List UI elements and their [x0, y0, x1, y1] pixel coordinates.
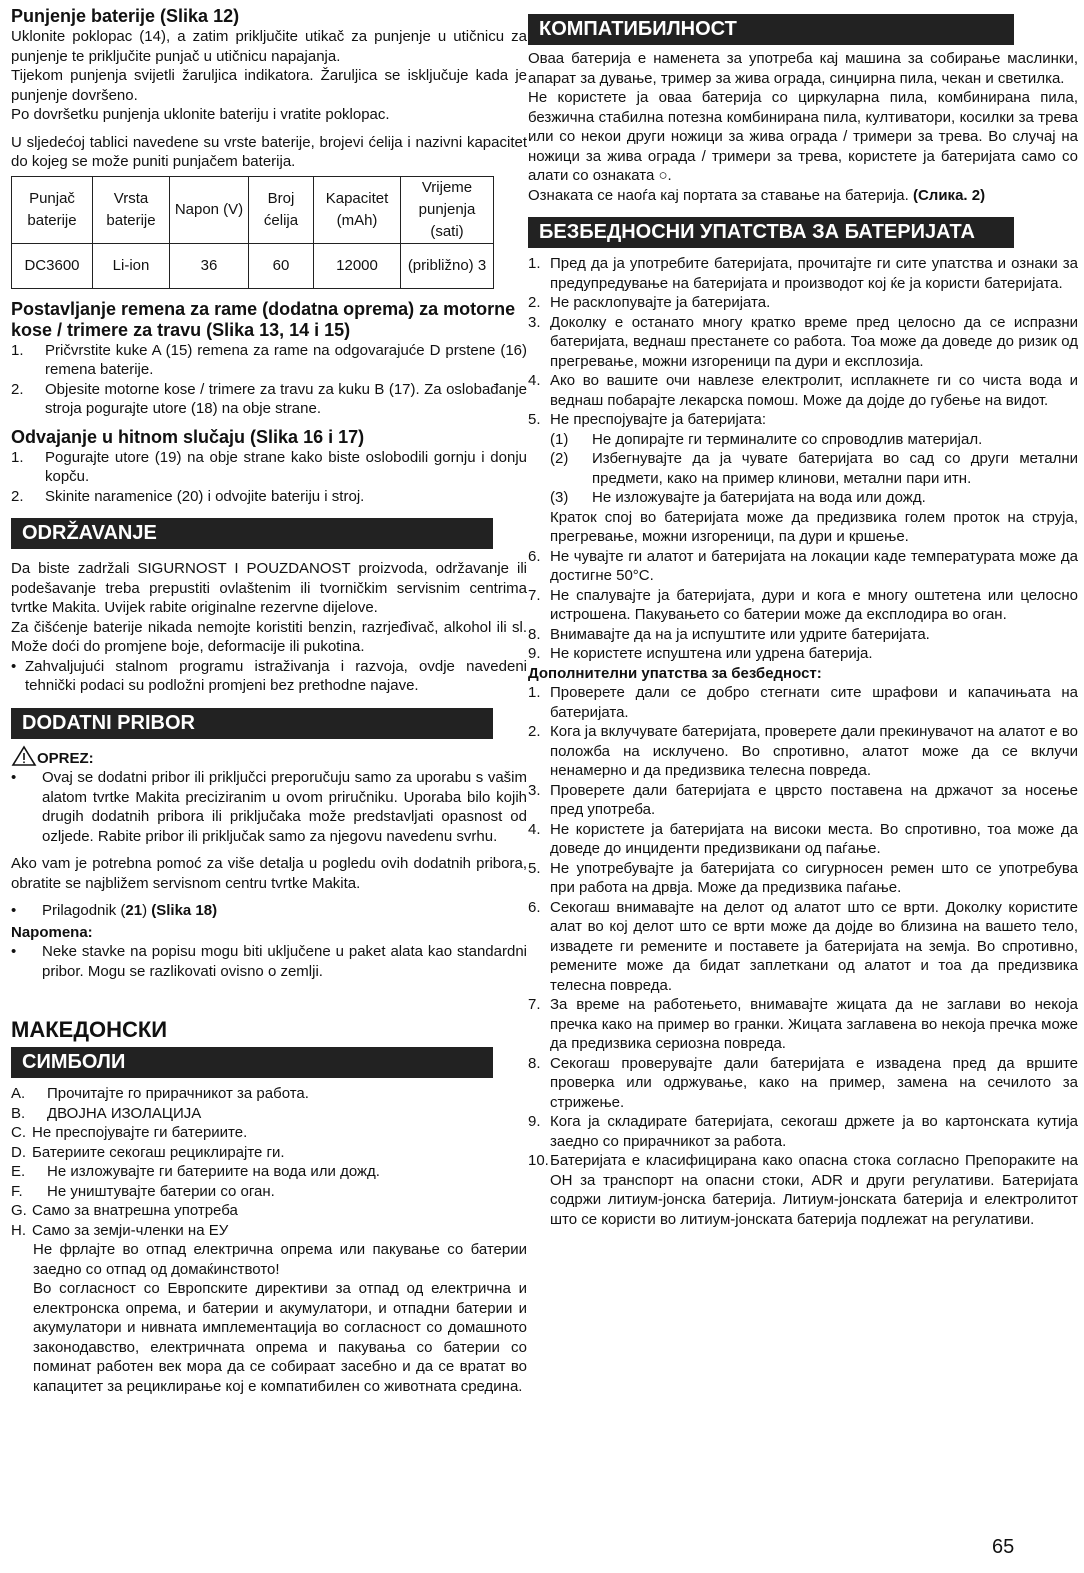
emergency-item: 1. Pogurajte utore (19) na obje strane kako biste oslobodili gornju i donju kopču. — [11, 448, 527, 485]
safety-item: 3. Доколку е останато многу кратко време пред целосно да се испразни батеријата, веднаш престанете со работа. Тоа може да доведе до ризик од прегревање, можни изгореници па дури и експлозија. — [528, 313, 1078, 370]
page-number: 65 — [992, 1536, 1015, 1558]
extra-safety-title: Дополнителни упатства за безбедност: — [528, 664, 822, 682]
table-header-row — [12, 176, 494, 243]
extra-item: 7. За време на работењето, внимавајте жицата да не заглави во некоја пречка како на пример во гранки. Жицата заглавена во некоја пречка може да предизвика сериозна повреда. — [528, 996, 1078, 1052]
language-title: МАКЕДОНСКИ — [11, 1017, 168, 1042]
right-column — [528, 6, 1078, 1229]
accessories-p: Ako vam je potrebna pomoć za više detalja u pogledu ovih dodatnih pribora, obratite se najbližem servisnom centru tvrtke Makita. — [11, 855, 527, 892]
safety-item: 6. Не чувајте ги алатот и батеријата на локации каде температурата може да достигне 50°C. — [528, 547, 1078, 584]
compat-p1: Оваа батерија е наменета за употреба кај машина за собирање маслинки, апарат за дување, тример за жива ограда, синџирна пила, чекан и светилка. — [528, 50, 1078, 87]
extra-item: 4. Не користете ја батеријата на високи места. Во спротивно, тоа може да доведе до инциденти предизвикани од паѓање. — [528, 820, 1078, 857]
safety-item: 7. Не спалувајте ја батеријата, дури и кога е многу оштетена или целосно истрошена. Пакувањето со батерии може да експлодира во оган. — [528, 586, 1078, 623]
safety-subitem: (3) Не изложувајте ја батеријата на вода или дожд. — [550, 489, 926, 506]
charging-p2: Tijekom punjenja svijetli žaruljica indikatora. Žaruljica se isključuje kada je punjenje dovršeno. — [11, 67, 527, 104]
symbol-item: G. Само за внатрешна употреба — [11, 1202, 238, 1219]
symbol-h-p2: Во согласност со Европските директиви за отпад од електрична и електронска опрема, и батерии и акумулатори, и отпадни батерии и акумулатори и нивната имплементација во согласност со домашното законодавство, електричната опрема и пакувања со батерии со поминат работен век мора да се собираат засебно и да се вратат во капацитет за рециклирање кој е компатибилен со животната средина. — [33, 1280, 527, 1395]
extra-item: 5. Не употребувајте ја батеријата со сигурносен ремен што се употребува при работа на дрвја. Може да предизвика паѓање. — [528, 859, 1078, 896]
extra-item: 8. Секогаш проверувајте дали батеријата е извадена пред да вршите проверка или одржување, како на пример, замена на сечилото за стрижење. — [528, 1054, 1078, 1111]
extra-item: 2. Кога ја вклучувате батеријата, проверете дали прекинувачот на алатот е во положба на исклучено. Во спротивно, алатот може да се вклучи ненамерно и да предизвика телесна повреда. — [528, 723, 1078, 779]
battery-table — [11, 176, 494, 289]
symbol-item: B. ДВОЈНА ИЗОЛАЦИЈА — [11, 1104, 202, 1122]
safety-subitem: (2) Избегнувајте да ја чувате батеријата во сад со други метални предмети, како на пример клинови, метални пари итн. — [550, 450, 1078, 487]
safety-item: 1. Пред да ја употребите батеријата, прочитајте ги сите упатства и ознаки за предупредување на батеријата и производот кој ќе ја користи батеријата. — [528, 255, 1078, 292]
symbol-item: H. Само за земји-членки на ЕУ — [11, 1221, 229, 1239]
maintenance-p1: Da biste zadržali SIGURNOST I POUZDANOST proizvoda, održavanje ili podešavanje treba prepustiti ovlaštenim ili tvorničkim servisnim centrima tvrtke Makita. Uvijek rabite originalne rezervne dijelove. — [11, 560, 527, 616]
extra-item: 10. Батеријата е класифицирана како опасна стока согласно Препораките на ОН за транспорт на опасни стоки, ADR и други регулативи. Батеријата содржи литиум-јонска батерија. Литиум-јонската батерија и електролитот што се користи во литиум-јонската батерија подлежат на регулативи. — [528, 1152, 1078, 1228]
warning-icon — [11, 745, 37, 767]
safety-sublist — [550, 430, 1078, 547]
symbol-item: E. Не изложувајте ги батериите на вода или дожд. — [11, 1163, 380, 1180]
safety-item: 5. Не преспојувајте ја батеријата: — [528, 411, 767, 428]
table-cell: DC3600 — [12, 243, 93, 288]
accessories-bullet: • Ovaj se dodatni pribor ili priključci preporučuju samo za uporabu s vašim alatom tvrtke Makita preciziranim u ovom priručniku. Uporaba bilo kojih drugih dodatnih pribora ili priključaka može predstavljati opasnost od ozljede. Rabite pribor ili priključak samo za njegovu navedenu svrhu. — [11, 769, 527, 845]
symbol-h-p1: Не фрлајте во отпад електрична опрема или пакување со батерии заедно со отпад од домаќинството! — [33, 1241, 527, 1278]
strap-item: 1. Pričvrstite kuke A (15) remena za rame na odgovarajuće D prstene (16) remena baterije. — [11, 341, 527, 378]
maintenance-bar: ODRŽAVANJE — [11, 518, 493, 549]
table-cell: 12000 — [314, 243, 401, 288]
maintenance-bullet: • Zahvaljujući stalnom programu istraživanja i razvoja, ovdje navedeni tehnički podaci su podložni promjeni bez prethodne najave. — [11, 657, 527, 694]
table-cell: (približno) 3 — [401, 243, 494, 288]
table-row — [12, 243, 494, 288]
extra-item: 9. Кога ја складирате батеријата, секогаш држете ја во картонската кутија заедно со прирачникот за работа. — [528, 1113, 1078, 1150]
safety-item: 8. Внимавајте да на ја испуштите или удрите батеријата. — [528, 625, 930, 643]
symbol-item: C. Не преспојувајте ги батериите. — [11, 1124, 248, 1141]
table-cell: 36 — [170, 243, 249, 288]
table-header: Napon (V) — [170, 176, 249, 243]
charging-heading: Punjenje baterije (Slika 12) — [11, 6, 240, 26]
accessories-bar: DODATNI PRIBOR — [11, 708, 493, 739]
emergency-heading: Odvajanje u hitnom slučaju (Slika 16 i 17) — [11, 426, 365, 447]
note-bullet: • Neke stavke na popisu mogu biti uključene u paket alata kao standardni pribor. Mogu se razlikovati ovisno o zemlji. — [11, 943, 527, 980]
battery-safety-bar: БЕЗБЕДНОСНИ УПАТСТВА ЗА БАТЕРИЈАТА — [528, 217, 1014, 248]
safety-item: 9. Не користете испуштена или удрена батерија. — [528, 645, 873, 662]
table-header: Vrsta baterije — [93, 176, 170, 243]
charging-p1: Uklonite poklopac (14), a zatim priključite utikač za punjenje u utičnicu za punjenje te priključite punjač u utičnicu napajanja. — [11, 28, 527, 65]
table-header: Broj ćelija — [249, 176, 314, 243]
table-header: Kapacitet (mAh) — [314, 176, 401, 243]
safety-subitem: (1) Не допирајте ги терминалите со спроводлив материјал. — [550, 430, 983, 448]
safety-list — [528, 254, 1078, 1229]
symbol-item: D. Батериите секогаш рециклирајте ги. — [11, 1143, 285, 1161]
symbols-bar: СИМБОЛИ — [11, 1047, 493, 1078]
short-circuit-note: Краток спој во батеријата може да предизвика голем проток на струја, прегревање, можни изгореници, па дури и кршење. — [550, 508, 1078, 545]
symbol-item: A. Прочитајте го прирачникот за работа. — [11, 1085, 309, 1102]
adapter-item: • Prilagodnik (21) (Slika 18) — [11, 902, 218, 919]
safety-item: 2. Не расклопувајте ја батеријата. — [528, 294, 771, 311]
extra-item: 6. Секогаш внимавајте на делот од алатот што се врти. Доколку користите алат во кој делот што се врти може да дојде во близина на вашето тело, извадете ги ремените и поставете ја батеријата на земја. Во спротивно, ремените може да бидат заплеткани од алатот и тоа да предизвика телесна повреда. — [528, 898, 1078, 994]
caution-label: OPREZ: — [11, 745, 527, 769]
compat-p2: Не користете ја оваа батерија со циркуларна пила, комбинирана пила, безжична стабилна потезна комбинирана пила, култиватори, косилки за трева или со некои други ножици за жива ограда / тримери за трева. Во случај на ножици за жива ограда / тримери за трева, користете ја батеријата само со алати со ознаката ○. — [528, 89, 1078, 184]
table-header: Punjač baterije — [12, 176, 93, 243]
strap-heading: Postavljanje remena za rame (dodatna oprema) za motorne kose / trimere za travu (Slika 13, 14 i 15) — [11, 298, 516, 340]
table-cell: Li-ion — [93, 243, 170, 288]
charging-p4: U sljedećoj tablici navedene su vrste baterije, brojevi ćelija i nazivni kapacitet do kojeg se može puniti punjačem baterija. — [11, 133, 527, 170]
symbols-list — [11, 1084, 527, 1396]
extra-item: 3. Проверете дали батеријата е цврсто поставена на држачот за носење пред употреба. — [528, 781, 1078, 818]
note-title: Napomena: — [11, 923, 93, 941]
safety-item: 4. Ако во вашите очи навлезе електролит, исплакнете ги со чиста вода и веднаш побарајте лекарска помош. Може да дојде до губење на видот. — [528, 372, 1078, 409]
compatibility-bar: КОМПАТИБИЛНОСТ — [528, 14, 1014, 45]
maintenance-p2: Za čišćenje baterije nikada nemojte koristiti benzin, razrjeđivač, alkohol ili sl. Može doći do promjene boje, deformacije ili pukotina. — [11, 618, 527, 655]
emergency-item: 2. Skinite naramenice (20) i odvojite bateriju i stroj. — [11, 487, 365, 505]
extra-item: 1. Проверете дали се добро стегнати сите шрафови и капачињата на батеријата. — [528, 684, 1078, 721]
table-cell: 60 — [249, 243, 314, 288]
symbol-item: F. Не уништувајте батерии со оган. — [11, 1182, 275, 1200]
compat-p3: Ознаката се наоѓа кај портата за ставање на батерија. (Слика. 2) — [528, 186, 986, 204]
left-column — [11, 6, 527, 1396]
strap-item: 2. Objesite motorne kose / trimere za travu za kuku B (17). Za oslobađanje stroja pogurajte utore (18) na obje strane. — [11, 380, 527, 417]
charging-p3: Po dovršetku punjenja uklonite bateriju i vratite poklopac. — [11, 106, 390, 123]
table-header: Vrijeme punjenja (sati) — [401, 176, 494, 243]
